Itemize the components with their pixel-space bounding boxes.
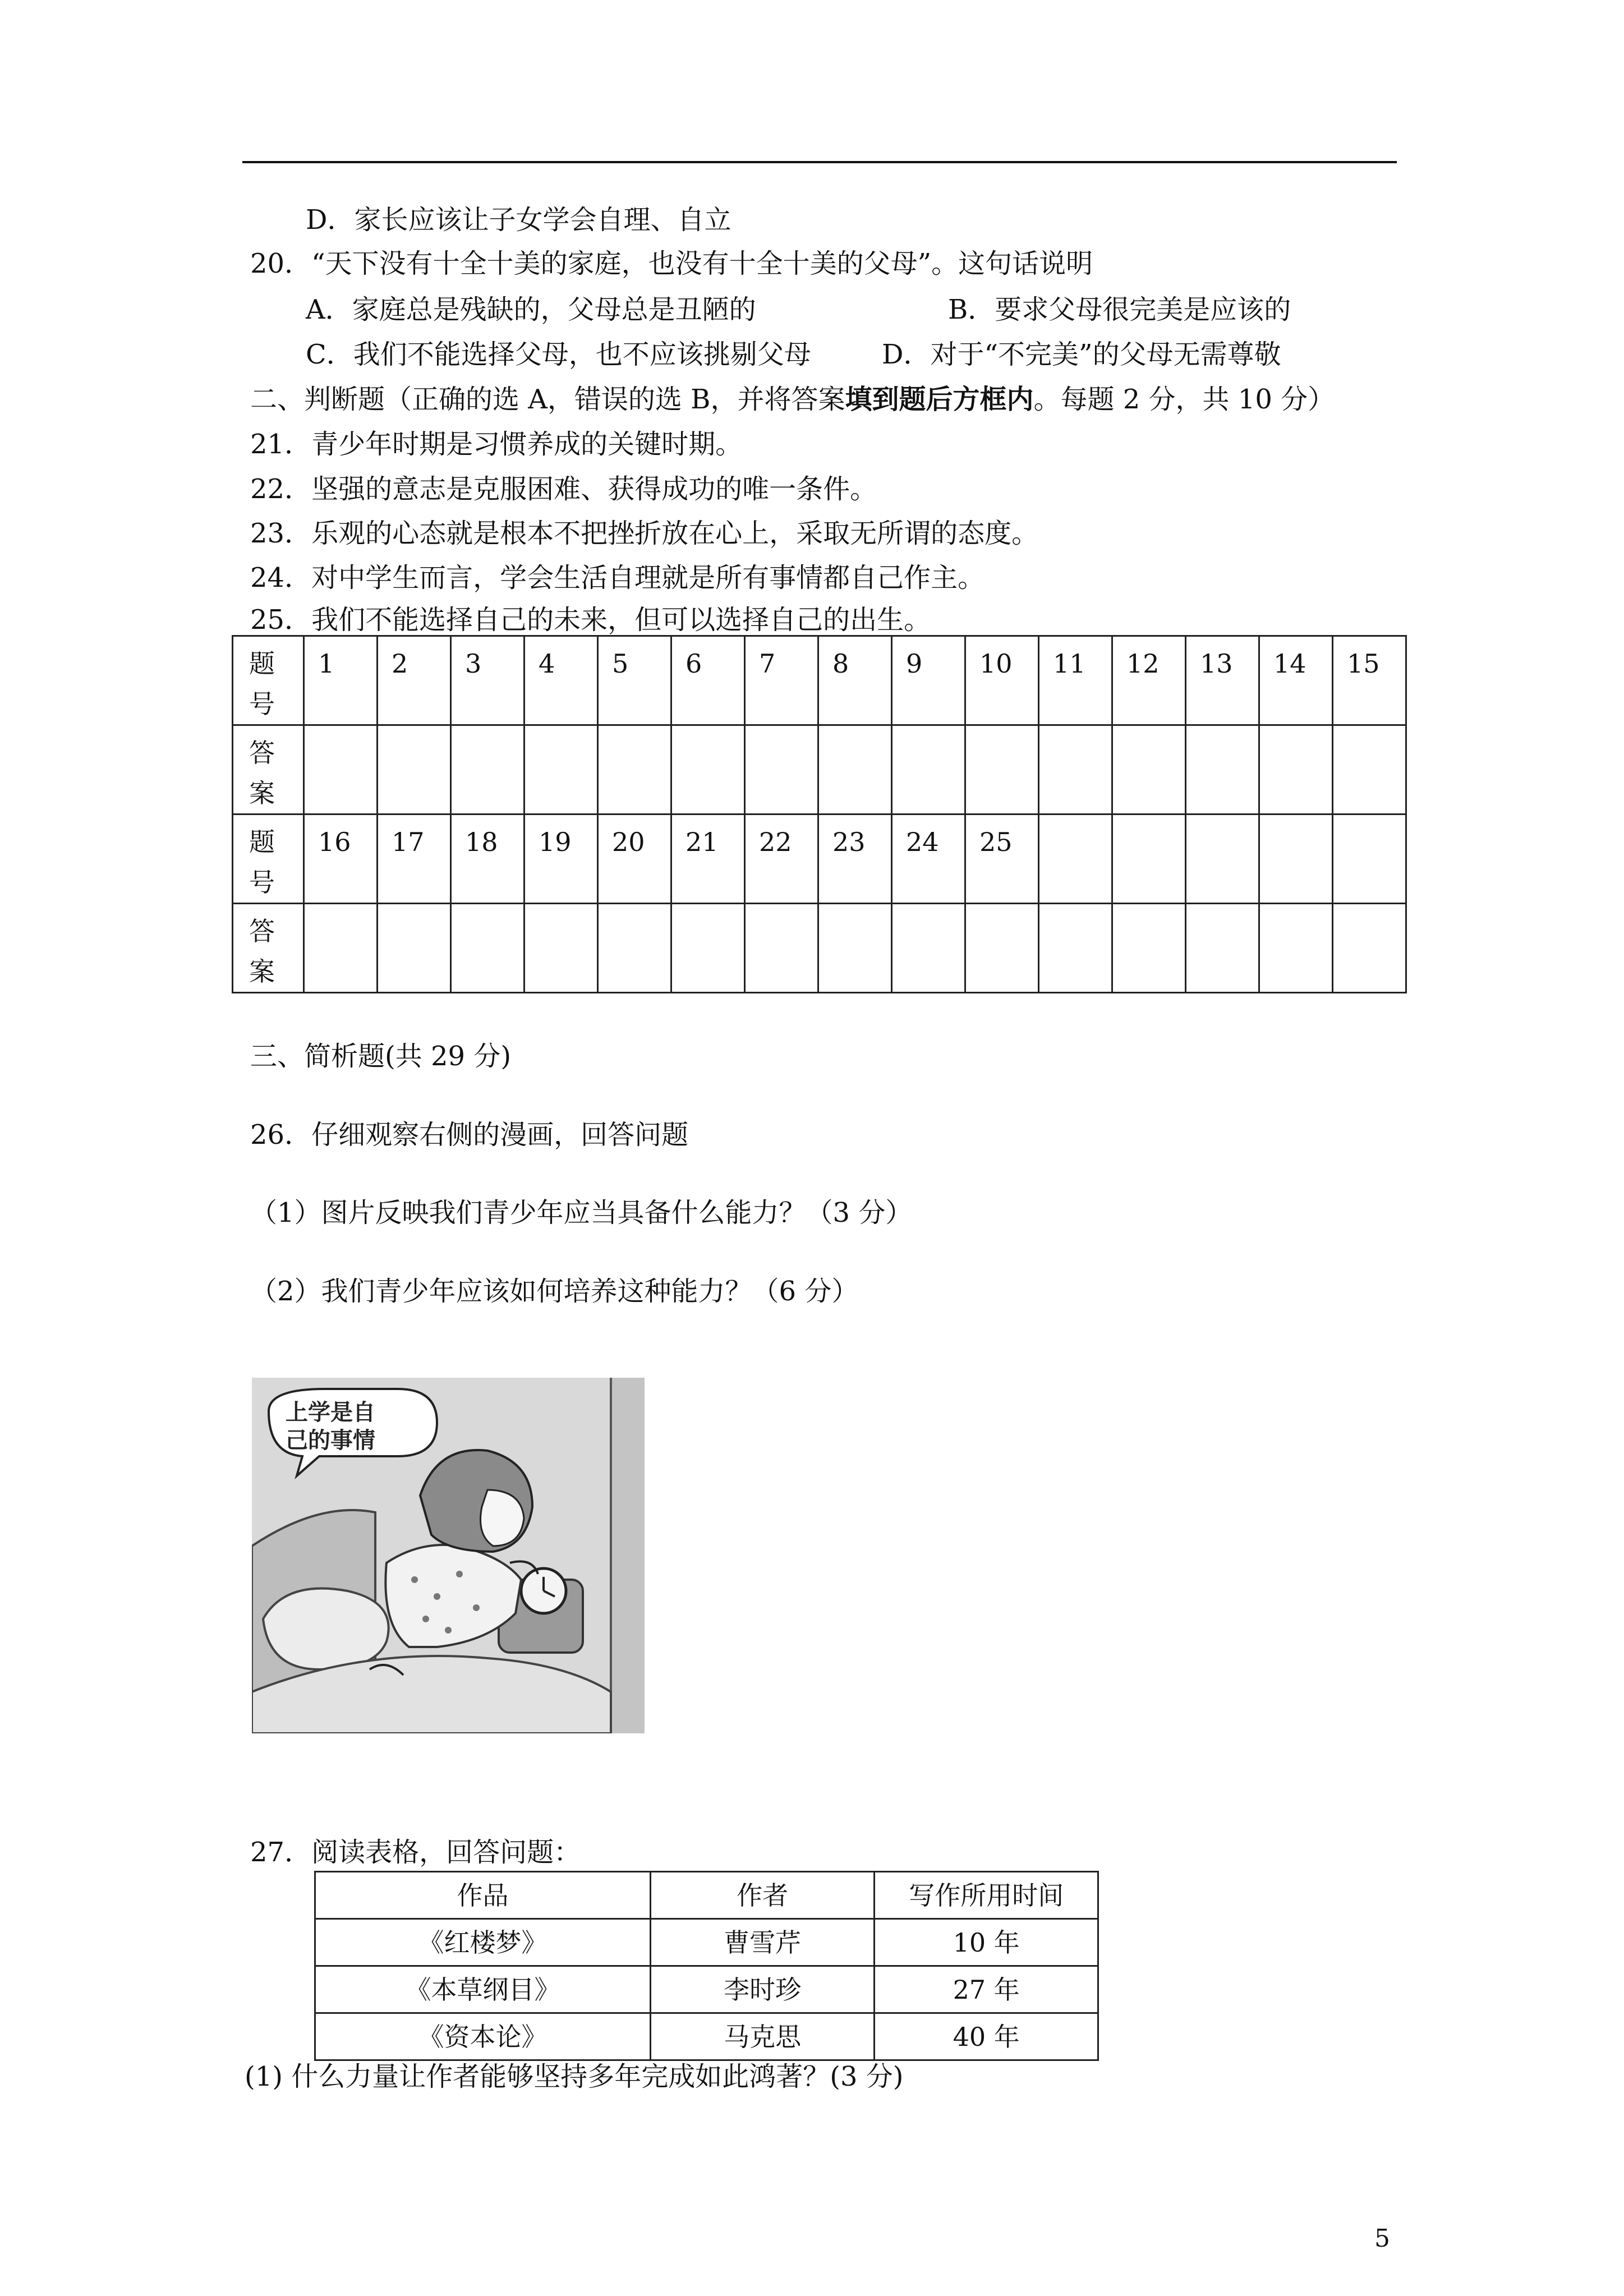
q26-part2: （2）我们青少年应该如何培养这种能力？（6 分） bbox=[250, 1276, 859, 1307]
q20-option-d: D．对于“不完美”的父母无需尊敬 bbox=[882, 339, 1281, 370]
answer-cell[interactable] bbox=[524, 904, 597, 993]
answer-cell[interactable] bbox=[377, 904, 450, 993]
answer-cell[interactable] bbox=[1259, 725, 1332, 815]
grid-number-cell: 21 bbox=[671, 815, 744, 904]
answer-cell[interactable] bbox=[965, 904, 1038, 993]
header-rule bbox=[242, 161, 1397, 163]
table-cell: 27 年 bbox=[875, 1966, 1098, 2013]
question-number-row bbox=[233, 815, 1406, 904]
grid-number-cell: 9 bbox=[891, 636, 965, 725]
answer-cell[interactable] bbox=[524, 725, 597, 815]
q24: 24．对中学生而言，学会生活自理就是所有事情都自己作主。 bbox=[250, 562, 985, 593]
answer-cell[interactable] bbox=[1112, 904, 1185, 993]
grid-number-cell: 2 bbox=[377, 636, 450, 725]
label-cell: 题 号 bbox=[233, 636, 304, 725]
table-cell: 《红楼梦》 bbox=[315, 1919, 651, 1966]
table-header: 写作所用时间 bbox=[875, 1872, 1098, 1919]
grid-number-cell: 8 bbox=[818, 636, 891, 725]
answer-cell[interactable] bbox=[450, 725, 524, 815]
q26-part1: （1）图片反映我们青少年应当具备什么能力？（3 分） bbox=[250, 1197, 913, 1228]
q20-option-b: B．要求父母很完美是应该的 bbox=[948, 294, 1291, 325]
table-header-row bbox=[315, 1872, 1098, 1919]
speech-bubble-line-2: 己的事情 bbox=[286, 1428, 375, 1453]
q27-stem: 27．阅读表格，回答问题： bbox=[250, 1837, 581, 1868]
answer-cell[interactable] bbox=[1332, 904, 1406, 993]
q27-table bbox=[314, 1871, 1099, 2061]
grid-number-cell bbox=[1259, 815, 1332, 904]
grid-number-cell: 1 bbox=[303, 636, 377, 725]
answer-cell[interactable] bbox=[671, 904, 744, 993]
grid-number-cell: 11 bbox=[1038, 636, 1112, 725]
answer-cell[interactable] bbox=[377, 725, 450, 815]
answer-cell[interactable] bbox=[1112, 725, 1185, 815]
answer-cell[interactable] bbox=[744, 725, 818, 815]
grid-number-cell: 14 bbox=[1259, 636, 1332, 725]
q20-stem: 20．“天下没有十全十美的家庭，也没有十全十美的父母”。这句话说明 bbox=[250, 248, 1093, 279]
grid-number-cell bbox=[1332, 815, 1406, 904]
table-header: 作品 bbox=[315, 1872, 651, 1919]
answer-row bbox=[233, 725, 1406, 815]
grid-number-cell: 7 bbox=[744, 636, 818, 725]
grid-number-cell: 13 bbox=[1185, 636, 1259, 725]
section3-heading: 三、简析题(共 29 分) bbox=[250, 1041, 512, 1072]
pillow bbox=[263, 1589, 389, 1669]
answer-cell[interactable] bbox=[671, 725, 744, 815]
answer-cell[interactable] bbox=[818, 725, 891, 815]
answer-grid bbox=[232, 635, 1407, 993]
cartoon-girl-waking-up bbox=[252, 1378, 645, 1733]
grid-number-cell: 15 bbox=[1332, 636, 1406, 725]
grid-number-cell: 18 bbox=[450, 815, 524, 904]
answer-cell[interactable] bbox=[450, 904, 524, 993]
page-number: 5 bbox=[1374, 2224, 1390, 2253]
label-cell: 题 号 bbox=[233, 815, 304, 904]
q20-option-a: A．家庭总是残缺的，父母总是丑陋的 bbox=[306, 294, 756, 325]
grid-number-cell: 19 bbox=[524, 815, 597, 904]
label-cell: 答 案 bbox=[233, 725, 304, 815]
answer-cell[interactable] bbox=[1185, 725, 1259, 815]
speech-bubble-line-1: 上学是自 bbox=[286, 1400, 375, 1425]
table-cell: 《资本论》 bbox=[315, 2013, 651, 2060]
grid-number-cell: 16 bbox=[303, 815, 377, 904]
table-row bbox=[315, 1966, 1098, 2013]
grid-number-cell: 4 bbox=[524, 636, 597, 725]
q21: 21．青少年时期是习惯养成的关键时期。 bbox=[250, 429, 743, 460]
section2-heading: 二、判断题（正确的选 A，错误的选 B，并将答案填到题后方框内。每题 2 分，共 10 分） bbox=[250, 384, 1335, 415]
table-cell: 10 年 bbox=[875, 1919, 1098, 1966]
q25: 25．我们不能选择自己的未来，但可以选择自己的出生。 bbox=[250, 604, 931, 636]
q23: 23．乐观的心态就是根本不把挫折放在心上，采取无所谓的态度。 bbox=[250, 518, 1039, 549]
table-row bbox=[315, 2013, 1098, 2060]
grid-number-cell: 6 bbox=[671, 636, 744, 725]
answer-cell[interactable] bbox=[597, 725, 671, 815]
grid-number-cell: 20 bbox=[597, 815, 671, 904]
grid-number-cell: 10 bbox=[965, 636, 1038, 725]
q20-option-c: C．我们不能选择父母，也不应该挑剔父母 bbox=[306, 339, 811, 370]
answer-cell[interactable] bbox=[818, 904, 891, 993]
answer-cell[interactable] bbox=[1259, 904, 1332, 993]
grid-number-cell: 17 bbox=[377, 815, 450, 904]
q27-part1: (1) 什么力量让作者能够坚持多年完成如此鸿著？(3 分) bbox=[245, 2061, 904, 2092]
answer-cell[interactable] bbox=[303, 904, 377, 993]
grid-number-cell bbox=[1112, 815, 1185, 904]
answer-cell[interactable] bbox=[1038, 725, 1112, 815]
q22: 22．坚强的意志是克服困难、获得成功的唯一条件。 bbox=[250, 473, 877, 505]
grid-number-cell bbox=[1038, 815, 1112, 904]
answer-cell[interactable] bbox=[1185, 904, 1259, 993]
table-cell: 曹雪芹 bbox=[650, 1919, 874, 1966]
grid-number-cell: 22 bbox=[744, 815, 818, 904]
q19-option-d: D．家长应该让子女学会自理、自立 bbox=[306, 204, 732, 236]
answer-cell[interactable] bbox=[891, 725, 965, 815]
answer-cell[interactable] bbox=[891, 904, 965, 993]
table-cell: 李时珍 bbox=[650, 1966, 874, 2013]
table-cell: 马克思 bbox=[650, 2013, 874, 2060]
table-cell: 40 年 bbox=[875, 2013, 1098, 2060]
grid-number-cell: 25 bbox=[965, 815, 1038, 904]
label-cell: 答 案 bbox=[233, 904, 304, 993]
grid-number-cell: 24 bbox=[891, 815, 965, 904]
answer-cell[interactable] bbox=[597, 904, 671, 993]
answer-cell[interactable] bbox=[1038, 904, 1112, 993]
table-header: 作者 bbox=[650, 1872, 874, 1919]
grid-number-cell: 5 bbox=[597, 636, 671, 725]
table-cell: 《本草纲目》 bbox=[315, 1966, 651, 2013]
grid-number-cell: 12 bbox=[1112, 636, 1185, 725]
answer-row bbox=[233, 904, 1406, 993]
answer-cell[interactable] bbox=[965, 725, 1038, 815]
answer-cell[interactable] bbox=[1332, 725, 1406, 815]
question-number-row bbox=[233, 636, 1406, 725]
grid-number-cell bbox=[1185, 815, 1259, 904]
q26-stem: 26．仔细观察右侧的漫画，回答问题 bbox=[250, 1119, 689, 1151]
grid-number-cell: 23 bbox=[818, 815, 891, 904]
answer-cell[interactable] bbox=[744, 904, 818, 993]
grid-number-cell: 3 bbox=[450, 636, 524, 725]
table-row bbox=[315, 1919, 1098, 1966]
answer-cell[interactable] bbox=[303, 725, 377, 815]
